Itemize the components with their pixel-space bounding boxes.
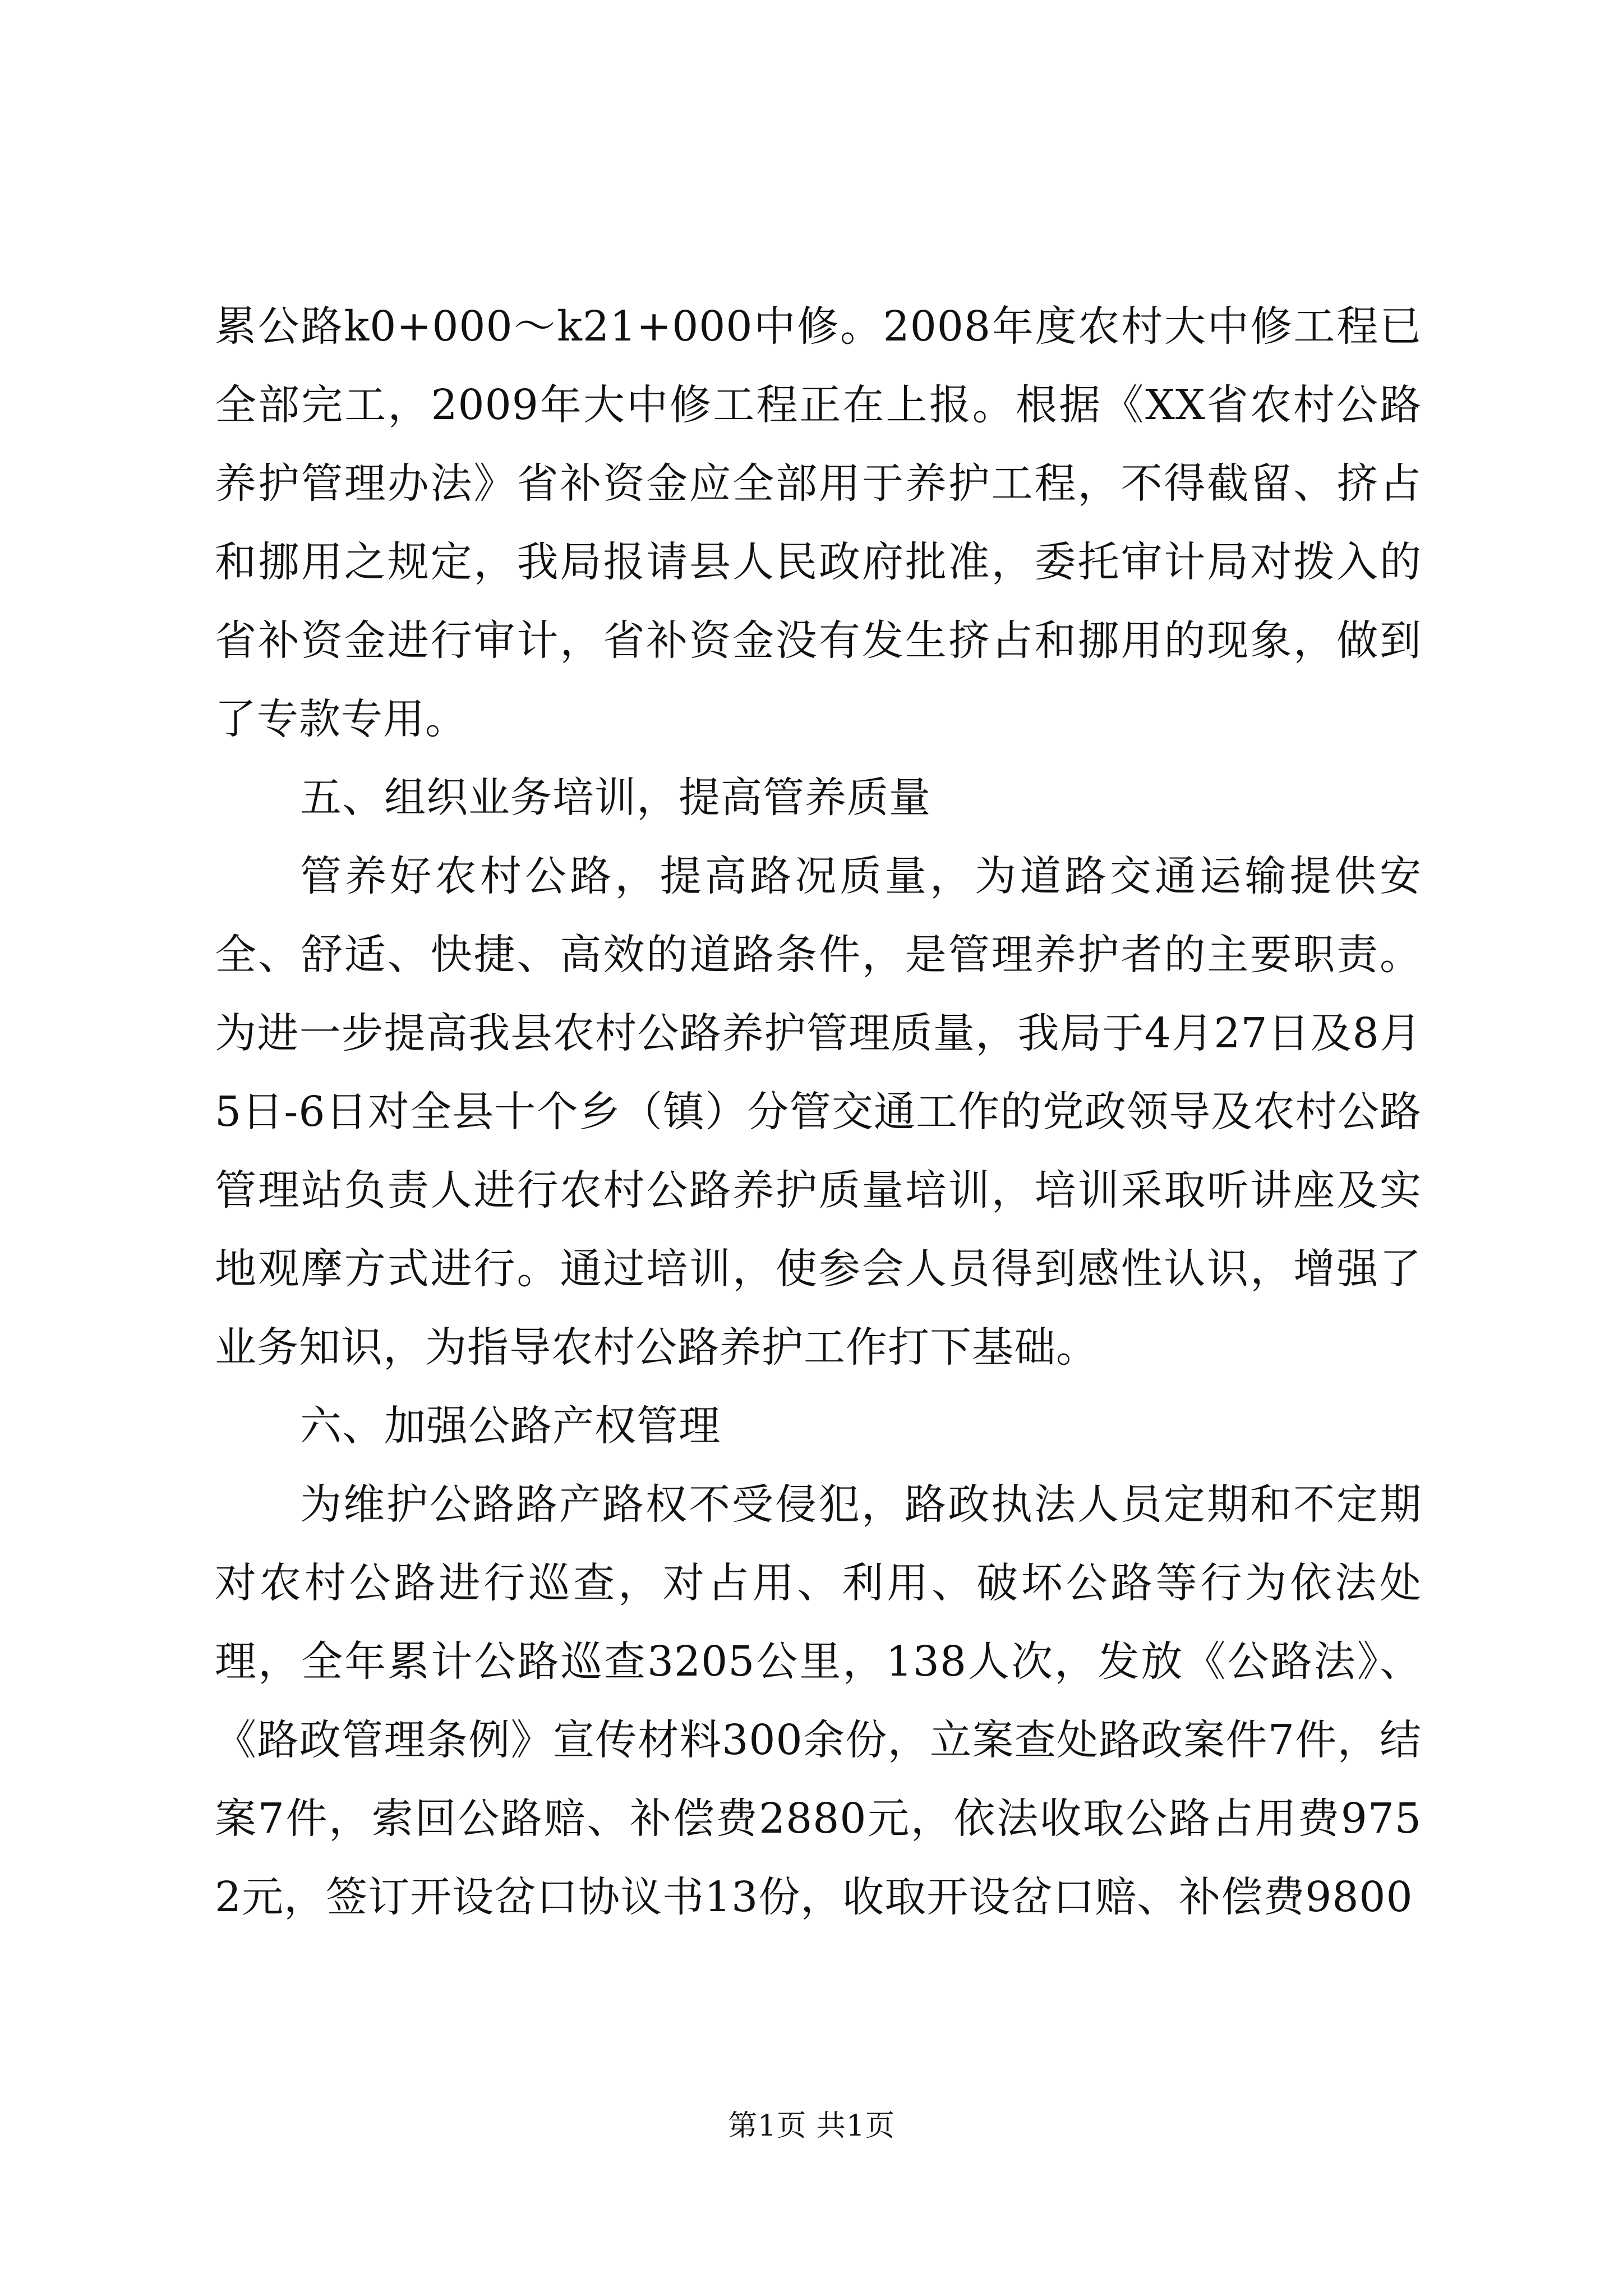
paragraph-training: 管养好农村公路，提高路况质量，为道路交通运输提供安全、舒适、快捷、高效的道路条件，是管理养护者的主要职责。为进一步提高我县农村公路养护管理质量，我局于4月27日及8月5日-6日对全县十个乡（镇）分管交通工作的党政领导及农村公路管理站负责人进行农村公路养护质量培训，培训采取听讲座及实地观摩方式进行。通过培训，使参会人员得到感性认识，增强了业务知识，为指导农村公路养护工作打下基础。 [215, 852, 1422, 1372]
section-heading-training: 五、组织业务培训，提高管养质量 [300, 774, 931, 822]
section-heading-property-rights: 六、加强公路产权管理 [300, 1402, 721, 1450]
paragraph-continuation: 累公路k0+000～k21+000中修。2008年度农村大中修工程已全部完工，2009年大中修工程正在上报。根据《XX省农村公路养护管理办法》省补资金应全部用于养护工程，不得截留、挤占和挪用之规定，我局报请县人民政府批准，委托审计局对拨入的省补资金进行审计，省补资金没有发生挤占和挪用的现象，做到了专款专用。 [215, 302, 1422, 743]
page-footer: 第1页 共1页 [728, 2109, 895, 2143]
paragraph-property-rights: 为维护公路路产路权不受侵犯，路政执法人员定期和不定期对农村公路进行巡查，对占用、利用、破坏公路等行为依法处理，全年累计公路巡查3205公里，138人次，发放《公路法》、《路政管理条例》宣传材料300余份，立案查处路政案件7件，结案7件，索回公路赔、补偿费2880元，依法收取公路占用费9752元，签订开设岔口协议书13份，收取开设岔口赔、补偿费9800 [215, 1480, 1422, 1921]
document-body [215, 287, 1422, 1936]
